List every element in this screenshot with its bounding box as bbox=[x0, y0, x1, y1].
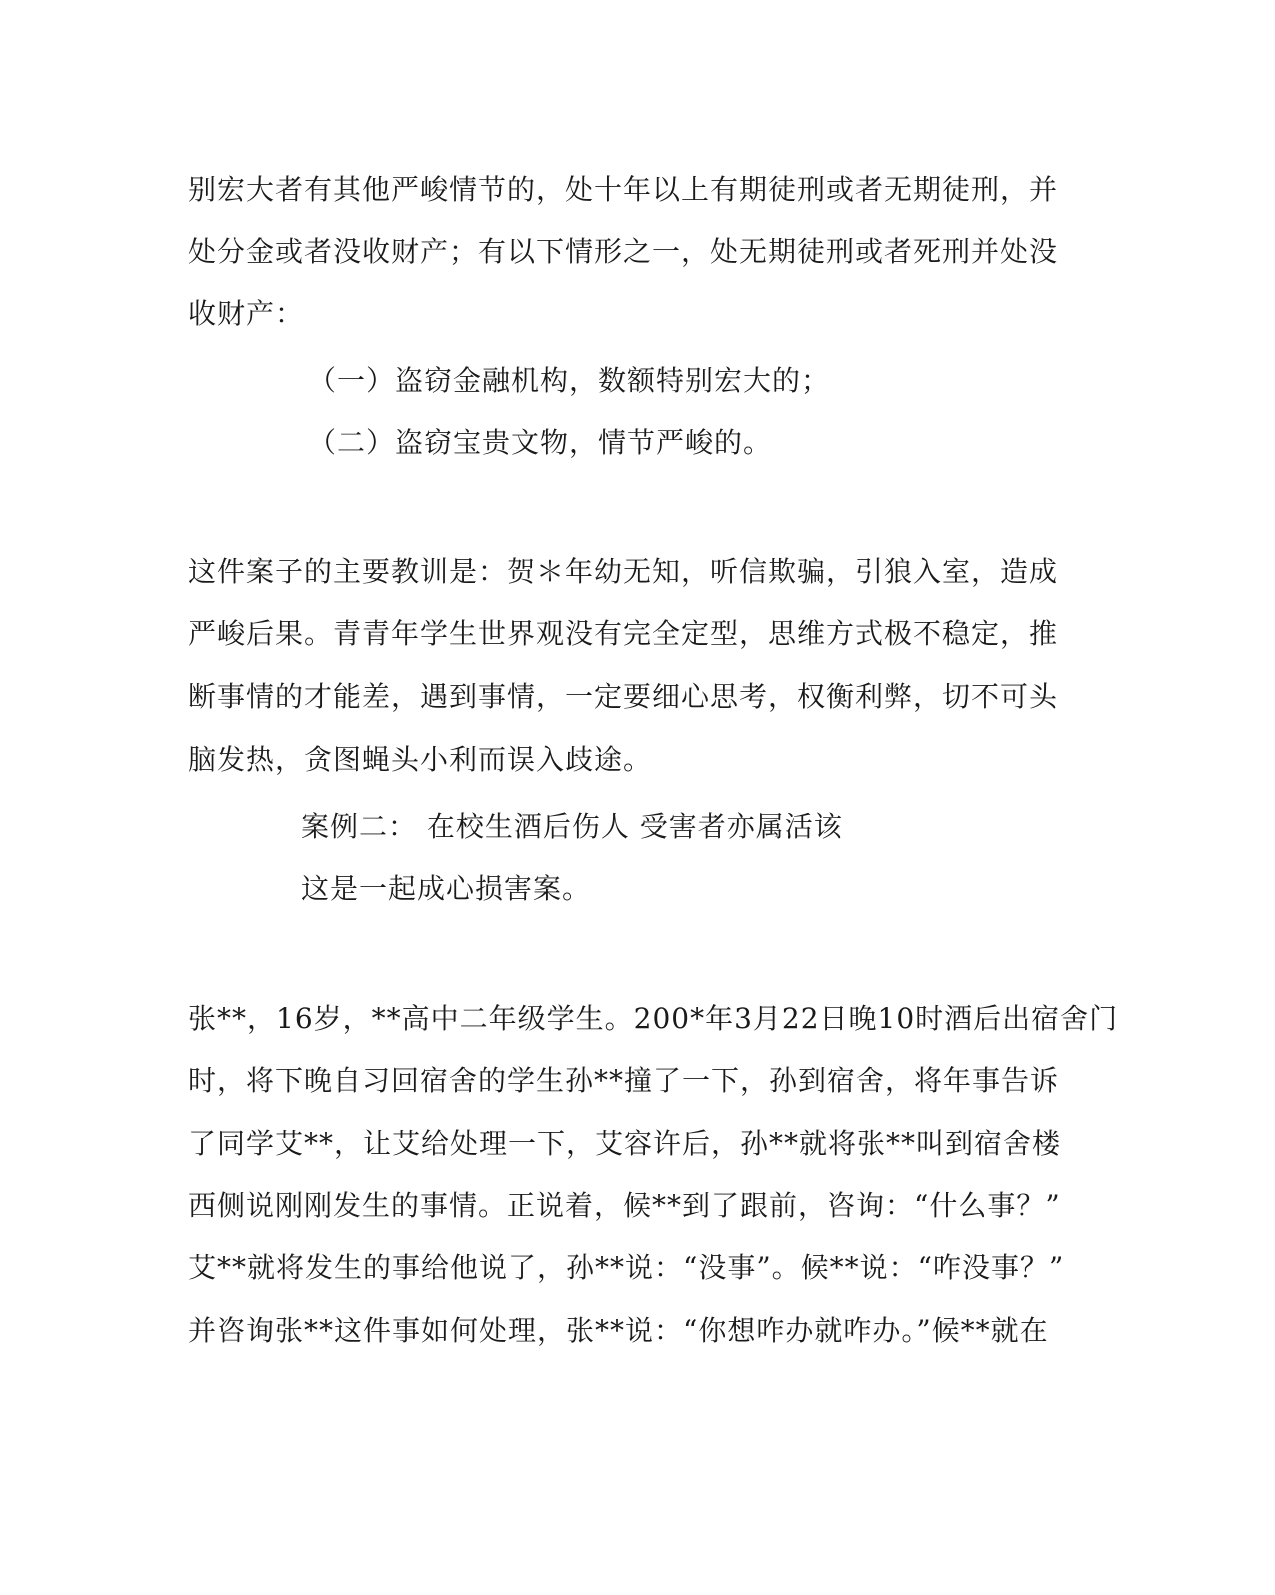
paragraph-line: 严峻后果。青青年学生世界观没有完全定型，思维方式极不稳定，推 bbox=[188, 617, 1059, 650]
list-item: （一）盗窃金融机构，数额特别宏大的； bbox=[308, 364, 831, 397]
paragraph-line: 西侧说刚刚发生的事情。正说着，候**到了跟前，咨询：“什么事？” bbox=[188, 1189, 1061, 1222]
list-item: （二）盗窃宝贵文物，情节严峻的。 bbox=[308, 426, 773, 459]
paragraph-line: 脑发热，贪图蝇头小利而误入歧途。 bbox=[188, 743, 653, 776]
paragraph-line: 别宏大者有其他严峻情节的，处十年以上有期徒刑或者无期徒刑，并 bbox=[188, 173, 1059, 206]
paragraph-line: 并咨询张**这件事如何处理，张**说：“你想咋办就咋办。”候**就在 bbox=[188, 1314, 1049, 1347]
case-intro: 这是一起成心损害案。 bbox=[301, 872, 592, 905]
case-heading: 案例二： 在校生酒后伤人 受害者亦属活该 bbox=[301, 810, 843, 843]
paragraph-line: 断事情的才能差，遇到事情，一定要细心思考，权衡利弊，切不可头 bbox=[188, 680, 1059, 713]
paragraph-line: 了同学艾**，让艾给处理一下，艾容许后，孙**就将张**叫到宿舍楼 bbox=[188, 1127, 1062, 1160]
paragraph-line: 艾**就将发生的事给他说了，孙**说：“没事”。候**说：“咋没事？” bbox=[188, 1251, 1065, 1284]
paragraph-line: 张**，16岁，**高中二年级学生。200*年3月22日晚10时酒后出宿舍门 bbox=[188, 1002, 1119, 1035]
paragraph-line: 处分金或者没收财产；有以下情形之一，处无期徒刑或者死刑并处没 bbox=[188, 235, 1059, 268]
paragraph-line: 收财产： bbox=[188, 297, 305, 330]
paragraph-line: 时，将下晚自习回宿舍的学生孙**撞了一下，孙到宿舍，将年事告诉 bbox=[188, 1064, 1060, 1097]
paragraph-line: 这件案子的主要教训是：贺＊年幼无知，听信欺骗，引狼入室，造成 bbox=[188, 555, 1059, 588]
